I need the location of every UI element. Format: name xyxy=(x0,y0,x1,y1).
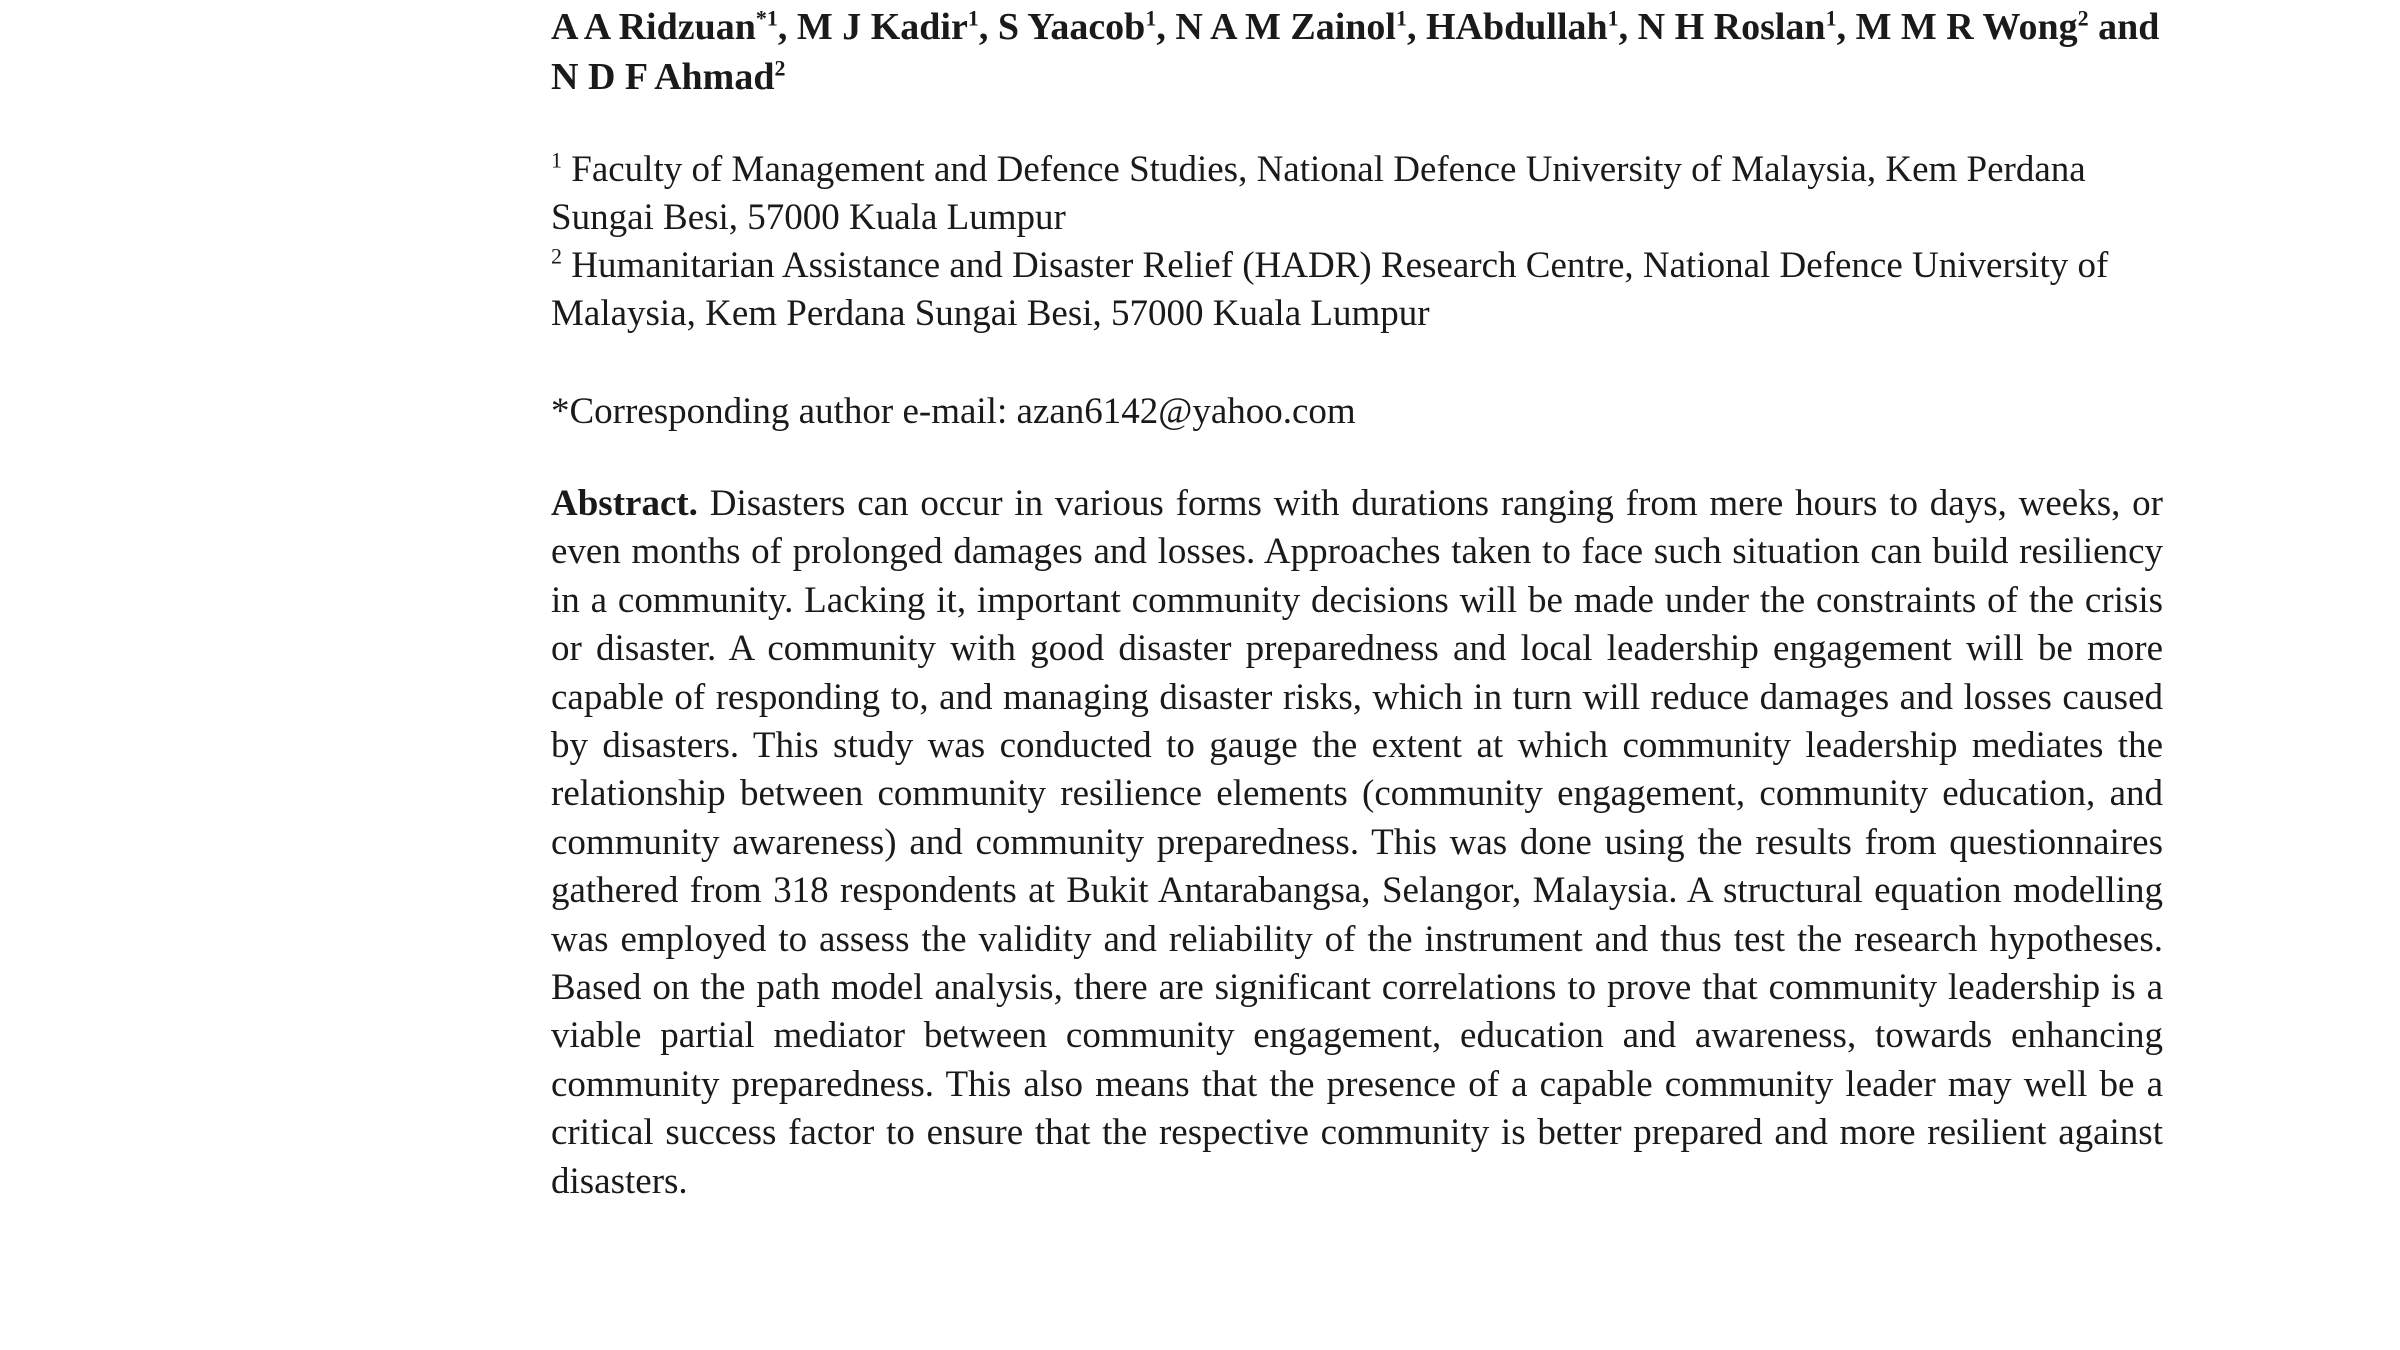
author-affiliation-mark: *1 xyxy=(755,5,778,31)
author-name: S Yaacob xyxy=(997,6,1146,48)
author-name: M J Kadir xyxy=(796,6,968,48)
author-affiliation-mark: 1 xyxy=(1825,5,1837,31)
author-name: N D F Ahmad xyxy=(551,56,775,98)
author-affiliation-mark: 1 xyxy=(1145,5,1157,31)
abstract-text: Disasters can occur in various forms with durations ranging from mere hours to days, weeks, or even months of prolonged damages and losses. Approaches taken to face such situation can build resiliency in a community. Lacking it, important community decisions will be made under the constraints of the crisis or disaster. A community with good disaster preparedness and local leadership engagement will be more capable of responding to, and managing disaster risks, which in turn will reduce damages and losses caused by disasters. This study was conducted to gauge the extent at which community leadership mediates the relationship between community resilience elements (community engagement, community education, and community awareness) and community preparedness. This was done using the results from questionnaires gathered from 318 respondents at Bukit Antarabangsa, Selangor, Malaysia. A structural equation modelling was employed to assess the validity and reliability of the instrument and thus test the research hypotheses. Based on the path model analysis, there are significant correlations to prove that community leadership is a viable partial mediator between community engagement, education and awareness, towards enhancing community preparedness. This also means that the presence of a capable community leader may well be a critical success factor to ensure that the respective community is better prepared and more resilient against disasters. xyxy=(551,483,2163,1202)
corresponding-author-email: *Corresponding author e-mail: azan6142@yahoo.com xyxy=(551,391,1356,432)
affiliation-text: Humanitarian Assistance and Disaster Relief (HADR) Research Centre, National Defence University of Malaysia, Kem Perdana Sungai Besi, 57000 Kuala Lumpur xyxy=(551,245,2109,334)
abstract-label: Abstract. xyxy=(551,483,698,524)
paper-column xyxy=(551,0,2163,1206)
author-name: N H Roslan xyxy=(1637,6,1826,48)
affiliations xyxy=(551,146,2163,338)
author-list xyxy=(551,0,2163,102)
author-affiliation-mark: 1 xyxy=(1607,5,1619,31)
author-affiliation-mark: 2 xyxy=(774,55,786,81)
author-name: N A M Zainol xyxy=(1175,6,1396,48)
affiliation-1 xyxy=(551,146,2163,242)
abstract xyxy=(551,480,2163,1206)
author-separator: , xyxy=(978,6,998,48)
author-separator: and xyxy=(2088,6,2160,48)
author-separator: , xyxy=(1406,6,1426,48)
author-affiliation-mark: 1 xyxy=(1395,5,1407,31)
affiliation-mark: 2 xyxy=(551,243,562,269)
author-separator: , xyxy=(777,6,797,48)
author-separator: , xyxy=(1618,6,1638,48)
author-name: HAbdullah xyxy=(1425,6,1608,48)
author-affiliation-mark: 2 xyxy=(2077,5,2089,31)
affiliation-mark: 1 xyxy=(551,147,562,173)
affiliation-2 xyxy=(551,242,2163,338)
author-affiliation-mark: 1 xyxy=(967,5,979,31)
author-name: A A Ridzuan xyxy=(551,6,756,48)
affiliation-text: Faculty of Management and Defence Studies, National Defence University of Malaysia, Kem Perdana Sungai Besi, 57000 Kuala Lumpur xyxy=(551,149,2086,238)
author-separator: , xyxy=(1156,6,1176,48)
author-separator: , xyxy=(1836,6,1856,48)
author-name: M M R Wong xyxy=(1855,6,2078,48)
